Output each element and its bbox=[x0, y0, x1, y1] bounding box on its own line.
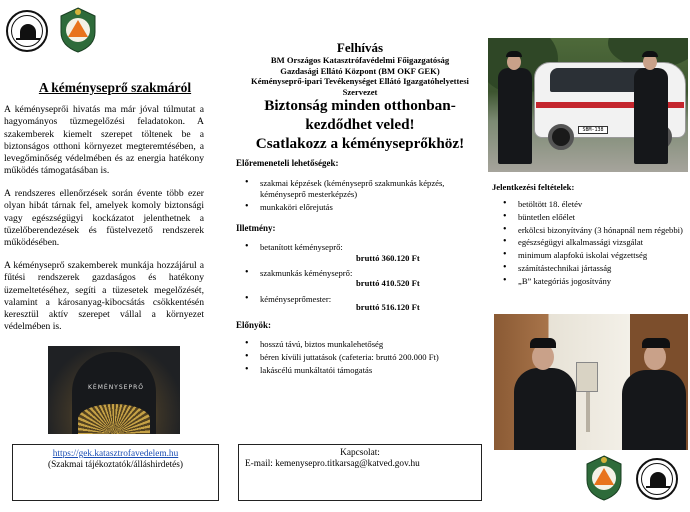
requirements-title: Jelentkezési feltételek: bbox=[492, 182, 575, 192]
requirements-list bbox=[494, 199, 690, 289]
chimney-sweep-logo-icon bbox=[636, 458, 678, 500]
list-item: • betöltött 18. életév bbox=[494, 199, 690, 210]
list-item: • munkaköri előrejutás bbox=[236, 202, 464, 213]
list-item: • egészségügyi alkalmassági vizsgálat bbox=[494, 237, 690, 248]
list-item: • minimum alapfokú iskolai végzettség bbox=[494, 250, 690, 261]
section-title: A kéményseprő szakmáról bbox=[38, 80, 192, 95]
org-line: Kéményseprő-ipari Tevékenységet Ellátó Igazgatóhelyettesi bbox=[251, 76, 469, 86]
benefits-title: Előnyök: bbox=[236, 320, 272, 330]
intro-paragraph: A kéményseprői hivatás ma már jóval túlmutat a hagyományos tüzmegelőzési feladatokon. A szakemberek kiemelt szerepet töltenek be a biztonságos otthoni környezet megteremtésében, a levegőminőség védelmében és az energia hatékony működés támogatásában is. bbox=[4, 104, 204, 177]
license-plate: SBM-138 bbox=[578, 126, 608, 134]
headline bbox=[232, 96, 488, 153]
left-column bbox=[0, 0, 232, 512]
list-item: • lakáscélú munkáltatói támogatás bbox=[236, 365, 464, 376]
headline-line: Csatlakozz a kéményseprőkhöz! bbox=[255, 135, 465, 152]
salary-role: • szakmunkás kéményseprő: bbox=[236, 268, 464, 279]
org-line: BM Országos Katasztrófavédelmi Főigazgatóság bbox=[270, 55, 450, 65]
chimney-sweep-logo-icon bbox=[6, 10, 48, 52]
gas-meter-inspection-photo bbox=[494, 314, 688, 450]
list-item: • szakmai képzések (kéményseprő szakmunkás képzés, kéményseprő mesterképzés) bbox=[236, 178, 464, 200]
benefits-list bbox=[236, 339, 464, 377]
call-heading: Felhívás bbox=[336, 40, 384, 55]
website-box bbox=[12, 444, 219, 501]
chimney-sweep-back-photo bbox=[48, 346, 180, 434]
website-note: (Szakmai tájékoztatók/álláshirdetés) bbox=[47, 460, 183, 470]
list-item: • erkölcsi bizonyítvány (3 hónapnál nem régebbi) bbox=[494, 225, 690, 236]
salary-list bbox=[236, 242, 464, 306]
salary-title: Illetmény: bbox=[236, 223, 276, 233]
sweeps-with-van-photo bbox=[488, 38, 688, 172]
list-item: • hosszú távú, biztos munkalehetőség bbox=[236, 339, 464, 350]
org-line: Szervezet bbox=[342, 86, 378, 97]
photo-jacket-label: KÉMÉNYSEPRŐ bbox=[88, 384, 144, 391]
right-column bbox=[488, 0, 690, 512]
contact-box bbox=[238, 444, 482, 501]
inspection-paragraph: A rendszeres ellenőrzések során évente több ezer olyan hibát tárnak fel, amelyek komoly biztonsági vagy egészségügyi kockázatot jelenthetnek a tüzelőberendezések és füstelvezető rendszerek működésében. bbox=[4, 188, 204, 249]
salary-amount: bruttó 516.120 Ft bbox=[356, 302, 420, 312]
headline-line: Biztonság minden otthonban- bbox=[264, 97, 456, 114]
list-item: • béren kívüli juttatások (cafeteria: bruttó 200.000 Ft) bbox=[236, 352, 464, 363]
list-item: • büntetlen előélet bbox=[494, 212, 690, 223]
contact-email[interactable]: E-mail: kemenysepro.titkarsag@katved.gov.hu bbox=[245, 459, 420, 469]
disaster-management-emblem-icon bbox=[584, 454, 624, 502]
middle-column bbox=[232, 0, 488, 512]
website-link[interactable]: https://gek.katasztrofavedelem.hu bbox=[52, 449, 179, 459]
headline-line: kezdődhet veled! bbox=[305, 116, 415, 133]
organization-block bbox=[232, 55, 488, 97]
salary-amount: bruttó 410.520 Ft bbox=[356, 278, 420, 288]
list-item: • számítástechnikai jártasság bbox=[494, 263, 690, 274]
org-line: Gazdasági Ellátó Központ (BM OKF GEK) bbox=[280, 65, 440, 76]
contact-title: Kapcsolat: bbox=[340, 448, 380, 458]
disaster-management-emblem-icon bbox=[58, 6, 98, 54]
salary-amount: bruttó 360.120 Ft bbox=[356, 253, 420, 263]
salary-role: • kéményseprőmester: bbox=[236, 294, 464, 305]
list-item: • „B” kategóriás jogosítvány bbox=[494, 276, 690, 287]
salary-role: • betanított kéményseprő: bbox=[236, 242, 464, 253]
advancement-title: Előremeneteli lehetőségek: bbox=[236, 158, 339, 168]
impact-paragraph: A kéményseprő szakemberek munkája hozzájárul a fűtési rendszerek gazdaságos és hatékony üzemeltetéséhez, segíti a tüzesetek megelőzését, valamint a károsanyag-kibocsátás csökkentésén keresztül aktív szerepet vállal a környezet védelmében is. bbox=[4, 260, 204, 333]
advancement-list bbox=[236, 178, 464, 214]
